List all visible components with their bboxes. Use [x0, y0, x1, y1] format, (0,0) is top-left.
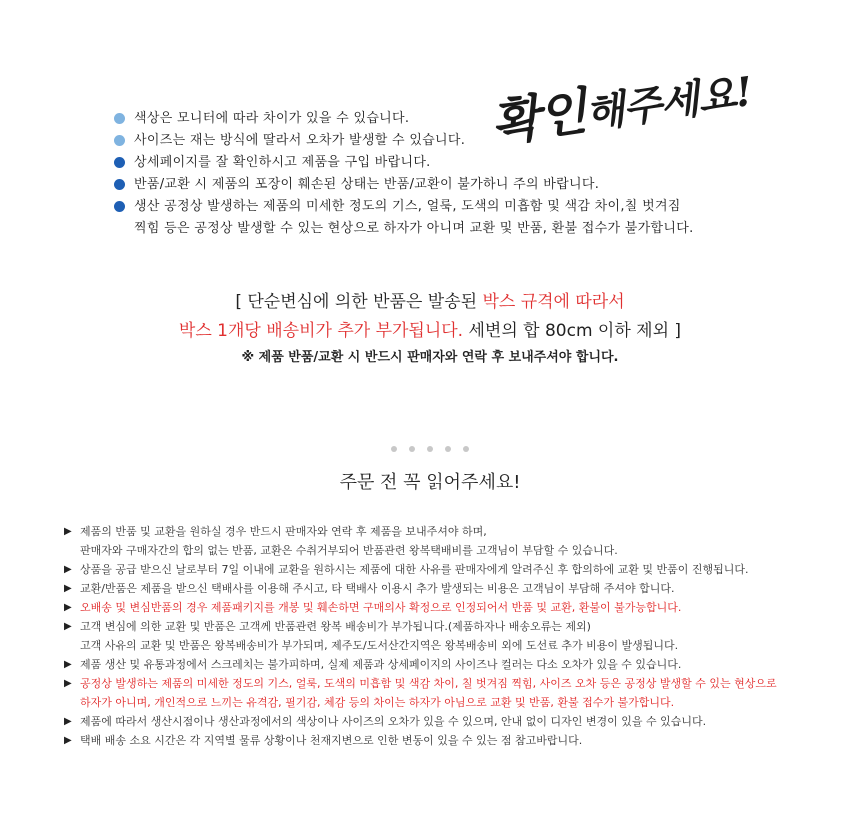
arrow-right-icon: ▶	[64, 735, 72, 746]
return-policy	[0, 288, 860, 370]
arrow-right-icon: ▶	[64, 621, 72, 632]
order-note: ▶ 제품의 반품 및 교환을 원하실 경우 반드시 판매자와 연락 후 제품을 보내주셔야 하며, 판매자와 구매자간의 합의 없는 반품, 교환은 수취거부되어 반품관련 왕복택배비를 고객님이 부담할 수 있습니다.	[64, 522, 824, 560]
notice-item: 상세페이지를 잘 확인하시고 제품을 구입 바랍니다.	[112, 152, 792, 174]
arrow-right-icon: ▶	[64, 659, 72, 670]
bullet-icon	[114, 113, 125, 124]
bullet-icon	[114, 135, 125, 146]
arrow-right-icon: ▶	[64, 678, 72, 689]
arrow-right-icon: ▶	[64, 526, 72, 537]
dot-icon	[391, 446, 397, 452]
dot-icon	[463, 446, 469, 452]
order-notes-list	[64, 522, 824, 750]
bullet-icon	[114, 179, 125, 190]
section-title: 주문 전 꼭 읽어주세요!	[339, 472, 521, 493]
order-note: ▶ 상품을 공급 받으신 날로부터 7일 이내에 교환을 원하시는 제품에 대한 사유를 판매자에게 알려주신 후 합의하에 교환 및 반품이 진행됩니다.	[64, 560, 824, 579]
notice-item: 사이즈는 재는 방식에 딸라서 오차가 발생할 수 있습니다.	[112, 130, 792, 152]
notice-item: 생산 공정상 발생하는 제품의 미세한 정도의 기스, 얼룩, 도색의 미흡함 및 색감 차이,칠 벗겨짐 찍힘 등은 공정상 발생할 수 있는 현상으로 하자가 아니며 교환 및 반품, 환불 접수가 불가합니다.	[112, 196, 792, 240]
order-note: ▶ 택배 배송 소요 시간은 각 지역별 물류 상황이나 천재지변으로 인한 변동이 있을 수 있는 점 참고바랍니다.	[64, 731, 824, 750]
notice-item: 색상은 모니터에 따라 차이가 있을 수 있습니다.	[112, 108, 792, 130]
notice-list	[112, 108, 792, 240]
dot-icon	[427, 446, 433, 452]
bullet-icon	[114, 157, 125, 168]
notice-item: 반품/교환 시 제품의 포장이 훼손된 상태는 반품/교환이 불가하니 주의 바랍니다.	[112, 174, 792, 196]
dot-icon	[409, 446, 415, 452]
bullet-icon	[114, 201, 125, 212]
order-note: ▶ 교환/반품은 제품을 받으신 택배사를 이용해 주시고, 타 택배사 이용시 추가 발생되는 비용은 고객님이 부담해 주셔야 합니다.	[64, 579, 824, 598]
order-note: ▶ 제품에 따라서 생산시점이나 생산과정에서의 색상이나 사이즈의 오차가 있을 수 있으며, 안내 없이 디자인 변경이 있을 수 있습니다.	[64, 712, 824, 731]
order-note: ▶ 고객 변심에 의한 교환 및 반품은 고객께 반품관련 왕복 배송비가 부가됩니다.(제품하자나 배송오류는 제외) 고객 사유의 교환 및 반품은 왕복배송비가 부가되며, 제주도/도서산간지역은 왕복배송비 외에 도선료 추가 비용이 발생됩니다.	[64, 617, 824, 655]
dot-icon	[445, 446, 451, 452]
arrow-right-icon: ▶	[64, 602, 72, 613]
arrow-right-icon: ▶	[64, 583, 72, 594]
return-policy-line-2: 박스 1개당 배송비가 추가 부가됩니다. 세변의 합 80cm 이하 제외 ]	[178, 321, 682, 341]
order-note: ▶ 공정상 발생하는 제품의 미세한 정도의 기스, 얼룩, 도색의 미흡함 및 색감 차이, 칠 벗겨짐 찍힘, 사이즈 오차 등은 공정상 발생할 수 있는 현상으로 하자가 아니며, 개인적으로 느끼는 유격감, 필기감, 체감 등의 차이는 하자가 아님으로 교환 및 반품, 환불 접수가 불가합니다.	[64, 674, 824, 712]
arrow-right-icon: ▶	[64, 564, 72, 575]
arrow-right-icon: ▶	[64, 716, 72, 727]
divider-dots	[0, 446, 860, 452]
confirm-headline: 확인해주세요!	[487, 67, 755, 153]
return-policy-note: ※ 제품 반품/교환 시 반드시 판매자와 연락 후 보내주셔야 합니다.	[241, 350, 619, 365]
return-policy-line-1: [ 단순변심에 의한 반품은 발송된 박스 규격에 따라서	[235, 292, 625, 312]
order-note: ▶ 오배송 및 변심반품의 경우 제품패키지를 개봉 및 훼손하면 구매의사 확정으로 인정되어서 반품 및 교환, 환불이 불가능합니다.	[64, 598, 824, 617]
order-note: ▶ 제품 생산 및 유통과정에서 스크레치는 불가피하며, 실제 제품과 상세페이지의 사이즈나 컬러는 다소 오차가 있을 수 있습니다.	[64, 655, 824, 674]
